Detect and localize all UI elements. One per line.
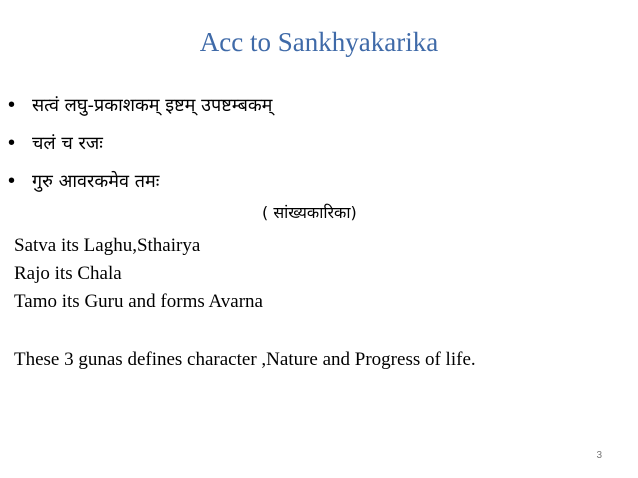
bullet-item	[8, 166, 272, 204]
bullet-item	[8, 90, 272, 128]
summary-text: These 3 gunas defines character ,Nature and Progress of life.	[14, 349, 476, 370]
explanation-lines	[14, 232, 263, 316]
bullet-dot: •	[8, 170, 16, 192]
bullet-text: गुरु आवरकमेव तमः	[32, 171, 160, 192]
bullet-dot: •	[8, 94, 16, 116]
explanation-line: Rajo its Chala	[14, 263, 122, 284]
sanskrit-bullet-list	[8, 90, 272, 204]
explanation-line: Tamo its Guru and forms Avarna	[14, 291, 263, 312]
bullet-item	[8, 128, 272, 166]
bullet-dot: •	[8, 132, 16, 154]
explanation-line: Satva its Laghu,Sthairya	[14, 235, 201, 256]
source-citation: ( सांख्यकारिका)	[262, 203, 357, 222]
page-number: 3	[596, 450, 602, 461]
bullet-text: चलं च रजः	[32, 133, 103, 154]
slide-title: Acc to Sankhyakarika	[199, 27, 439, 57]
bullet-text: सत्वं लघु-प्रकाशकम् इष्टम् उपष्टम्बकम्	[32, 95, 273, 116]
